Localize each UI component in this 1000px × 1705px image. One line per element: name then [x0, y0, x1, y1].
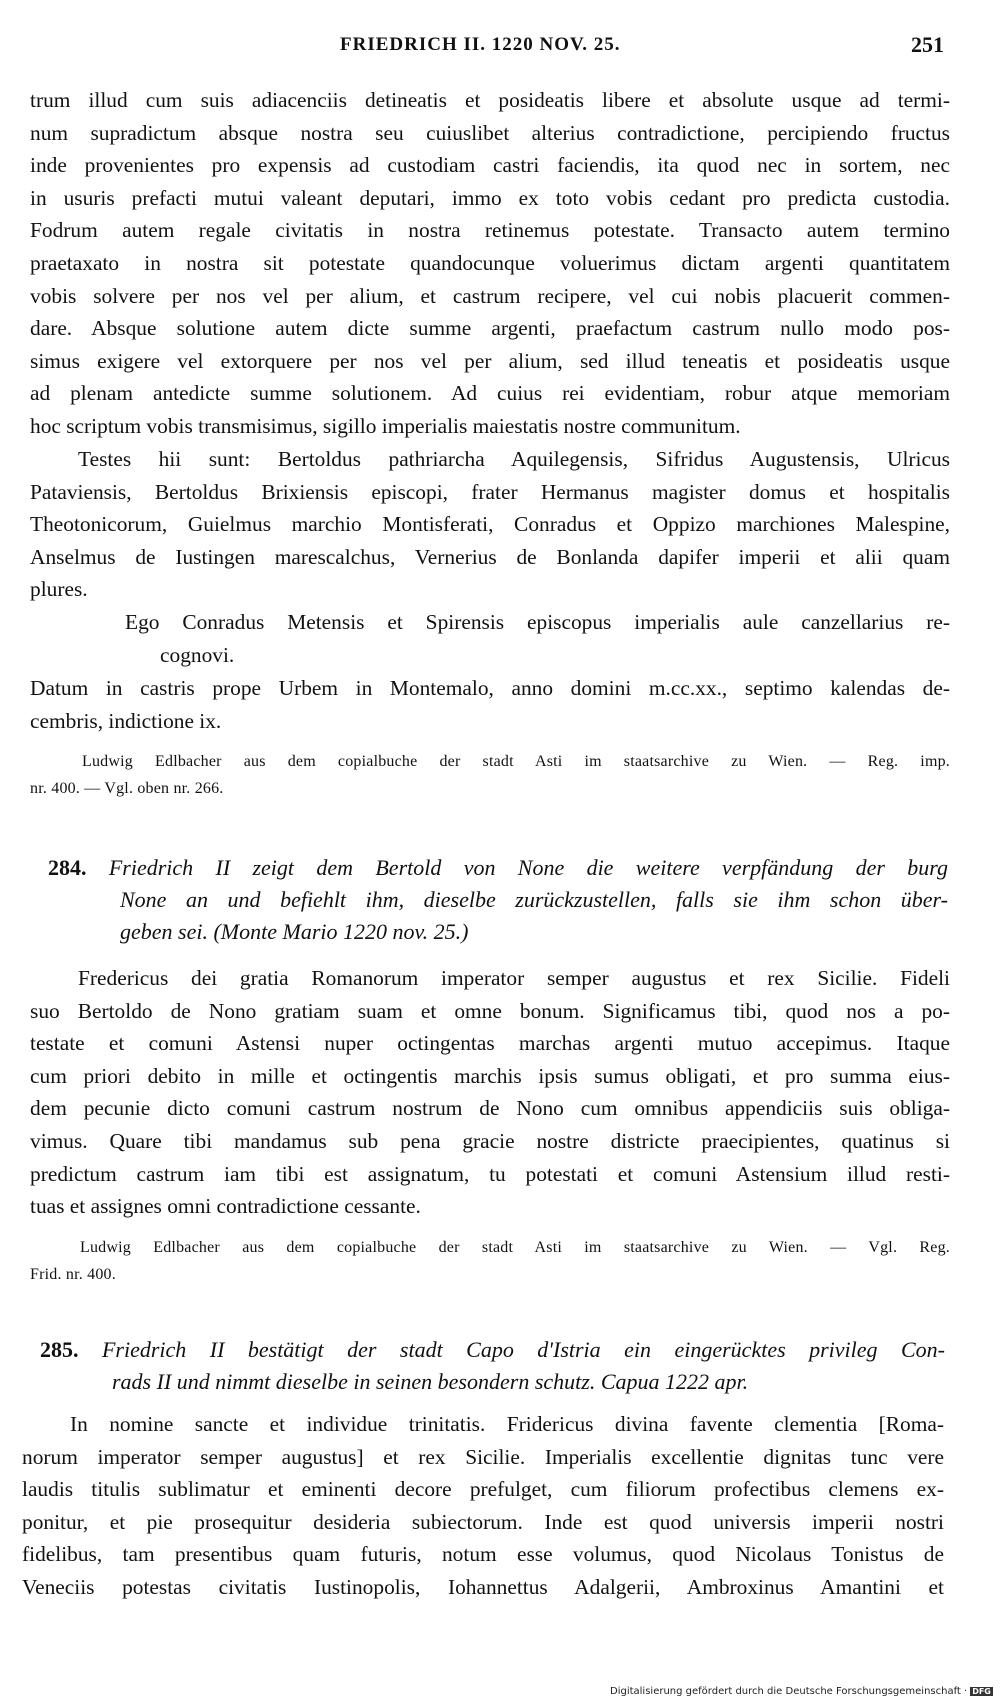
text-line: testate et comuni Astensi nuper octingentas marchas argenti mutuo accepimus. Itaque	[30, 1031, 950, 1056]
source-line: Frid. nr. 400.	[30, 1266, 116, 1283]
text-line: simus exigere vel extorquere per nos vel per alium, sed illud teneatis et posideatis usque	[30, 348, 950, 373]
credit-text: Digitalisierung gefördert durch die Deutsche Forschungsgemeinschaft ·	[610, 1686, 968, 1697]
text-line: dem pecunie dicto comuni castrum nostrum de Nono cum omnibus appendiciis suis obliga-	[30, 1096, 950, 1121]
source-line: Ludwig Edlbacher aus dem copialbuche der stadt Asti im staatsarchive zu Wien. — Vgl. Reg.	[80, 1239, 950, 1256]
text-line: fidelibus, tam presentibus quam futuris, notum esse volumus, quod Nicolaus Tonistus de	[22, 1542, 944, 1567]
text-line: trum illud cum suis adiacenciis detineatis et posideatis libere et absolute usque ad termi-	[30, 88, 950, 112]
text-line: suo Bertoldo de Nono gratiam suam et omne bonum. Significamus tibi, quod nos a po-	[30, 998, 950, 1023]
source-line: nr. 400. — Vgl. oben nr. 266.	[30, 780, 224, 797]
doc284-source	[30, 1234, 950, 1288]
digitization-credit	[610, 1686, 993, 1697]
text-line: Theotonicorum, Guielmus marchio Montisferati, Conradus et Oppizo marchiones Malespine,	[30, 512, 950, 537]
source-line: Ludwig Edlbacher aus dem copialbuche der stadt Asti im staatsarchive zu Wien. — Reg. imp.	[82, 753, 950, 770]
dfg-logo: DFG	[972, 1686, 991, 1696]
heading-line: 285. Friedrich II bestätigt der stadt Capo d'Istria ein eingerücktes privileg Con-	[40, 1337, 945, 1362]
text-line: norum imperator semper augustus] et rex Sicilie. Imperialis excellentie dignitas tunc vere	[22, 1444, 944, 1469]
text-line: in usuris prefacti mutui valeant deputari, immo ex toto vobis cedant pro predicta custodia.	[30, 185, 950, 210]
doc285-heading	[40, 1334, 945, 1398]
page-number: 251	[911, 32, 944, 57]
doc283-source	[30, 748, 950, 802]
running-head	[0, 34, 1000, 64]
text-line: Pataviensis, Bertoldus Brixiensis episcopi, frater Hermanus magister domus et hospitalis	[30, 479, 950, 504]
doc-number: 284.	[48, 855, 87, 880]
text-line: ponitur, et pie prosequitur desideria subiectorum. Inde est quod universis imperii nostri	[22, 1509, 944, 1534]
text-line: dare. Absque solutione autem dicte summe argenti, praefactum castrum nullo modo pos-	[30, 316, 950, 341]
text-line: hoc scriptum vobis transmisimus, sigillo imperialis maiestatis nostre communitum.	[30, 413, 741, 438]
doc284-body	[30, 962, 950, 1223]
heading-line: 284. Friedrich II zeigt dem Bertold von None die weitere verpfändung der burg	[48, 855, 949, 880]
text-line: Veneciis potestas civitatis Iustinopolis, Iohannettus Adalgerii, Ambroxinus Amantini et	[22, 1574, 944, 1599]
doc283-datum	[30, 672, 950, 737]
heading-line: geben sei. (Monte Mario 1220 nov. 25.)	[120, 919, 469, 944]
text-line: Ego Conradus Metensis et Spirensis episcopus imperialis aule canzellarius re-	[125, 610, 950, 634]
text-line: Datum in castris prope Urbem in Montemalo, anno domini m.cc.xx., septimo kalendas de-	[30, 676, 950, 700]
text-line: Testes hii sunt: Bertoldus pathriarcha Aquilegensis, Sifridus Augustensis, Ulricus	[78, 447, 950, 471]
doc-number: 285.	[40, 1337, 79, 1362]
text-line: laudis titulis sublimatur et eminenti decore prefulget, cum filiorum profectibus clemens ex-	[22, 1477, 944, 1502]
text-line: cum priori debito in mille et octingentis marchis ipsis sumus obligati, et pro summa eius-	[30, 1063, 950, 1088]
text-line: predictum castrum iam tibi est assignatum, tu potestati et comuni Astensium illud resti-	[30, 1161, 950, 1186]
text-line: num supradictum absque nostra seu cuiuslibet alterius contradictione, percipiendo fructus	[30, 120, 950, 145]
doc285-body	[22, 1408, 944, 1604]
text-line: In nomine sancte et individue trinitatis. Fridericus divina favente clementia [Roma-	[70, 1412, 944, 1436]
doc284-heading	[48, 852, 948, 948]
text-line: Anselmus de Iustingen marescalchus, Vernerius de Bonlanda dapifer imperii et alii quam	[30, 544, 950, 569]
heading-line: rads II und nimmt dieselbe in seinen besondern schutz. Capua 1222 apr.	[112, 1369, 749, 1394]
text-line: plures.	[30, 577, 88, 602]
doc283-witnesses	[30, 443, 950, 606]
text-line: cognovi.	[160, 642, 235, 667]
text-line: vobis solvere per nos vel per alium, et castrum recipere, vel cui nobis placuerit commen-	[30, 283, 950, 308]
text-line: Fredericus dei gratia Romanorum imperator semper augustus et rex Sicilie. Fideli	[78, 966, 950, 990]
text-line: cembris, indictione ix.	[30, 708, 222, 733]
running-title: FRIEDRICH II. 1220 NOV. 25.	[340, 34, 621, 55]
text-line: praetaxato in nostra sit potestate quandocunque voluerimus dictam argenti quantitatem	[30, 250, 950, 275]
text-line: vimus. Quare tibi mandamus sub pena gracie nostre districte praecipientes, quatinus si	[30, 1128, 950, 1153]
text-line: ad plenam antedicte summe solutionem. Ad cuius rei evidentiam, robur atque memoriam	[30, 381, 950, 406]
doc283-recognition	[30, 606, 950, 671]
doc283-body	[30, 84, 950, 443]
text-line: Fodrum autem regale civitatis in nostra retinemus potestate. Transacto autem termino	[30, 218, 950, 243]
heading-line: None an und befiehlt ihm, dieselbe zurückzustellen, falls sie ihm schon über-	[120, 887, 948, 912]
text-line: inde provenientes pro expensis ad custodiam castri faciendis, ita quod nec in sortem, nec	[30, 153, 950, 178]
text-line: tuas et assignes omni contradictione cessante.	[30, 1194, 421, 1219]
